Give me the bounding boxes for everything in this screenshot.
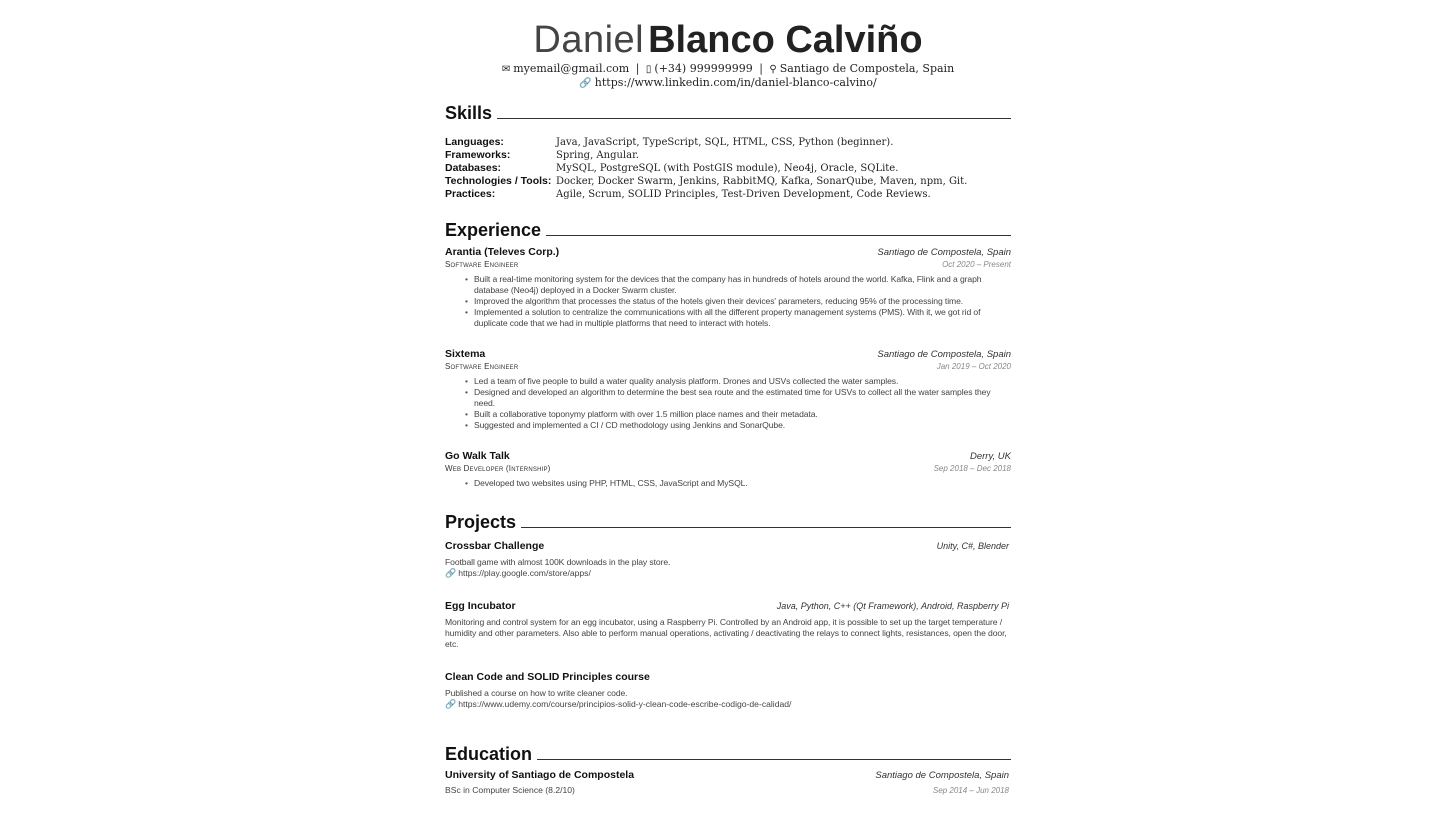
bullet-list xyxy=(445,376,1011,431)
job-role: Web Developer (Internship) xyxy=(445,464,551,473)
last-name: Blanco Calviño xyxy=(648,19,923,61)
project-name: Egg Incubator xyxy=(445,600,516,612)
bullet-item: • Developed two websites using PHP, HTML, CSS, JavaScript and MySQL. xyxy=(474,478,1011,489)
bullet-item: • Built a real-time monitoring system for the devices that the company has in hundreds of hotels around the world. Kafka, Flink and a graph database (Neo4j) deployed in a Docker Swarm cluster. xyxy=(474,274,1011,296)
bullet-item: • Led a team of five people to build a water quality analysis platform. Drones and USVs collected the water samples. xyxy=(474,376,1011,387)
section-title: Education xyxy=(445,744,533,764)
job-dates: Sep 2018 – Dec 2018 xyxy=(933,464,1011,473)
bullet-item: • Suggested and implemented a CI / CD methodology using Jenkins and SonarQube. xyxy=(474,420,1011,431)
link-icon: 🔗 xyxy=(445,699,457,709)
school-location: Santiago de Compostela, Spain xyxy=(875,770,1009,781)
email-text[interactable]: myemail@gmail.com xyxy=(513,62,630,75)
bullet-list xyxy=(445,274,1011,329)
skill-key: Frameworks: xyxy=(445,149,511,161)
experience-entry xyxy=(445,348,1011,431)
first-name: Daniel xyxy=(533,19,645,61)
skill-row xyxy=(445,136,1011,149)
skill-row xyxy=(445,149,1011,162)
school-name: University of Santiago de Compostela xyxy=(445,769,635,781)
section-title: Projects xyxy=(445,512,517,532)
project-description: Football game with almost 100K downloads in the play store. xyxy=(445,557,671,567)
skill-value: Docker, Docker Swarm, Jenkins, RabbitMQ, Kafka, SonarQube, Maven, npm, Git. xyxy=(556,176,968,187)
phone-text: (+34) 999999999 xyxy=(654,62,753,75)
project-link-row xyxy=(445,568,1011,579)
company-name: Arantia (Televes Corp.) xyxy=(445,246,560,258)
company-location: Santiago de Compostela, Spain xyxy=(877,247,1011,258)
skill-value: Agile, Scrum, SOLID Principles, Test-Driven Development, Code Reviews. xyxy=(556,189,931,200)
education-heading xyxy=(445,741,1011,765)
skill-value: Java, JavaScript, TypeScript, SQL, HTML, CSS, Python (beginner). xyxy=(556,137,894,148)
link-icon: 🔗 xyxy=(579,78,592,89)
job-role: Software Engineer xyxy=(445,362,519,371)
project-link-row xyxy=(445,699,1011,710)
bullet-item: • Built a collaborative toponymy platform with over 1.5 million place names and their metadata. xyxy=(474,409,1011,420)
projects-heading xyxy=(445,509,1011,533)
linkedin-line xyxy=(445,76,1011,89)
degree: BSc in Computer Science (8.2/10) xyxy=(445,785,575,795)
company-name: Go Walk Talk xyxy=(445,450,510,462)
company-location: Derry, UK xyxy=(970,451,1011,462)
project-link[interactable]: https://www.udemy.com/course/principios-solid-y-clean-code-escribe-codigo-de-calidad/ xyxy=(458,699,792,709)
experience-entry xyxy=(445,246,1011,329)
skills-list xyxy=(445,136,1011,201)
job-dates: Oct 2020 – Present xyxy=(942,260,1011,269)
skill-value: Spring, Angular. xyxy=(556,150,639,161)
education-dates: Sep 2014 – Jun 2018 xyxy=(932,786,1009,795)
experience-heading xyxy=(445,217,1011,241)
skill-row xyxy=(445,175,1011,188)
project-tech: Unity, C#, Blender xyxy=(936,541,1009,551)
section-rule xyxy=(537,759,1011,760)
linkedin-link[interactable]: https://www.linkedin.com/in/daniel-blanco-calvino/ xyxy=(594,76,877,89)
experience-entry xyxy=(445,450,1011,489)
section-title: Skills xyxy=(445,103,493,123)
separator: | xyxy=(759,62,763,75)
bullet-list xyxy=(445,478,1011,489)
project-link[interactable]: https://play.google.com/store/apps/ xyxy=(458,568,591,578)
skill-key: Databases: xyxy=(445,162,502,174)
location-text: Santiago de Compostela, Spain xyxy=(779,62,955,75)
section-rule xyxy=(497,118,1011,119)
skills-heading xyxy=(445,100,1011,124)
section-title: Experience xyxy=(445,220,542,240)
bullet-item: • Implemented a solution to centralize the communications with all the different property management systems (PMS). With it, we got rid of duplicate code that we had in multiple platforms that need to interact with hotels. xyxy=(474,307,1011,329)
section-rule xyxy=(521,527,1011,528)
skill-key: Practices: xyxy=(445,188,496,200)
job-dates: Jan 2019 – Oct 2020 xyxy=(936,362,1011,371)
job-role: Software Engineer xyxy=(445,260,519,269)
education-entry xyxy=(445,769,1011,796)
skill-key: Technologies / Tools: xyxy=(445,175,552,187)
company-location: Santiago de Compostela, Spain xyxy=(877,349,1011,360)
contact-line xyxy=(445,62,1011,75)
separator: | xyxy=(635,62,640,75)
envelope-icon: ✉ xyxy=(501,64,511,75)
link-icon: 🔗 xyxy=(445,568,457,578)
project-name: Crossbar Challenge xyxy=(445,540,545,552)
project-description: Monitoring and control system for an egg incubator, using a Raspberry Pi. Controlled by an Android app, it is possible to set up the target temperature / humidity and other parameters. Also able to perform manual operations, activating / deactivating the relays to connect lights, resistances, open the door, etc. xyxy=(445,617,1007,649)
skill-key: Languages: xyxy=(445,136,504,148)
skill-row xyxy=(445,162,1011,175)
bullet-item: • Improved the algorithm that processes the status of the hotels given their devices' parameters, reducing 95% of the processing time. xyxy=(474,296,1011,307)
project-description: Published a course on how to write cleaner code. xyxy=(445,688,628,698)
section-rule xyxy=(546,235,1011,236)
bullet-item: • Designed and developed an algorithm to determine the best sea route and the estimated time for USVs to collect all the water samples they need. xyxy=(474,387,1011,409)
project-name: Clean Code and SOLID Principles course xyxy=(445,671,650,683)
project-tech: Java, Python, C++ (Qt Framework), Android, Raspberry Pi xyxy=(776,601,1009,611)
project-entry xyxy=(445,540,1011,579)
mobile-phone-icon: ▯ xyxy=(645,64,652,75)
skill-row xyxy=(445,188,1011,201)
project-entry xyxy=(445,600,1011,650)
candidate-name xyxy=(445,18,1011,62)
company-name: Sixtema xyxy=(445,348,486,360)
project-entry xyxy=(445,671,1011,710)
skill-value: MySQL, PostgreSQL (with PostGIS module), Neo4j, Oracle, SQLite. xyxy=(556,163,899,174)
map-marker-icon: ⚲ xyxy=(769,64,777,75)
